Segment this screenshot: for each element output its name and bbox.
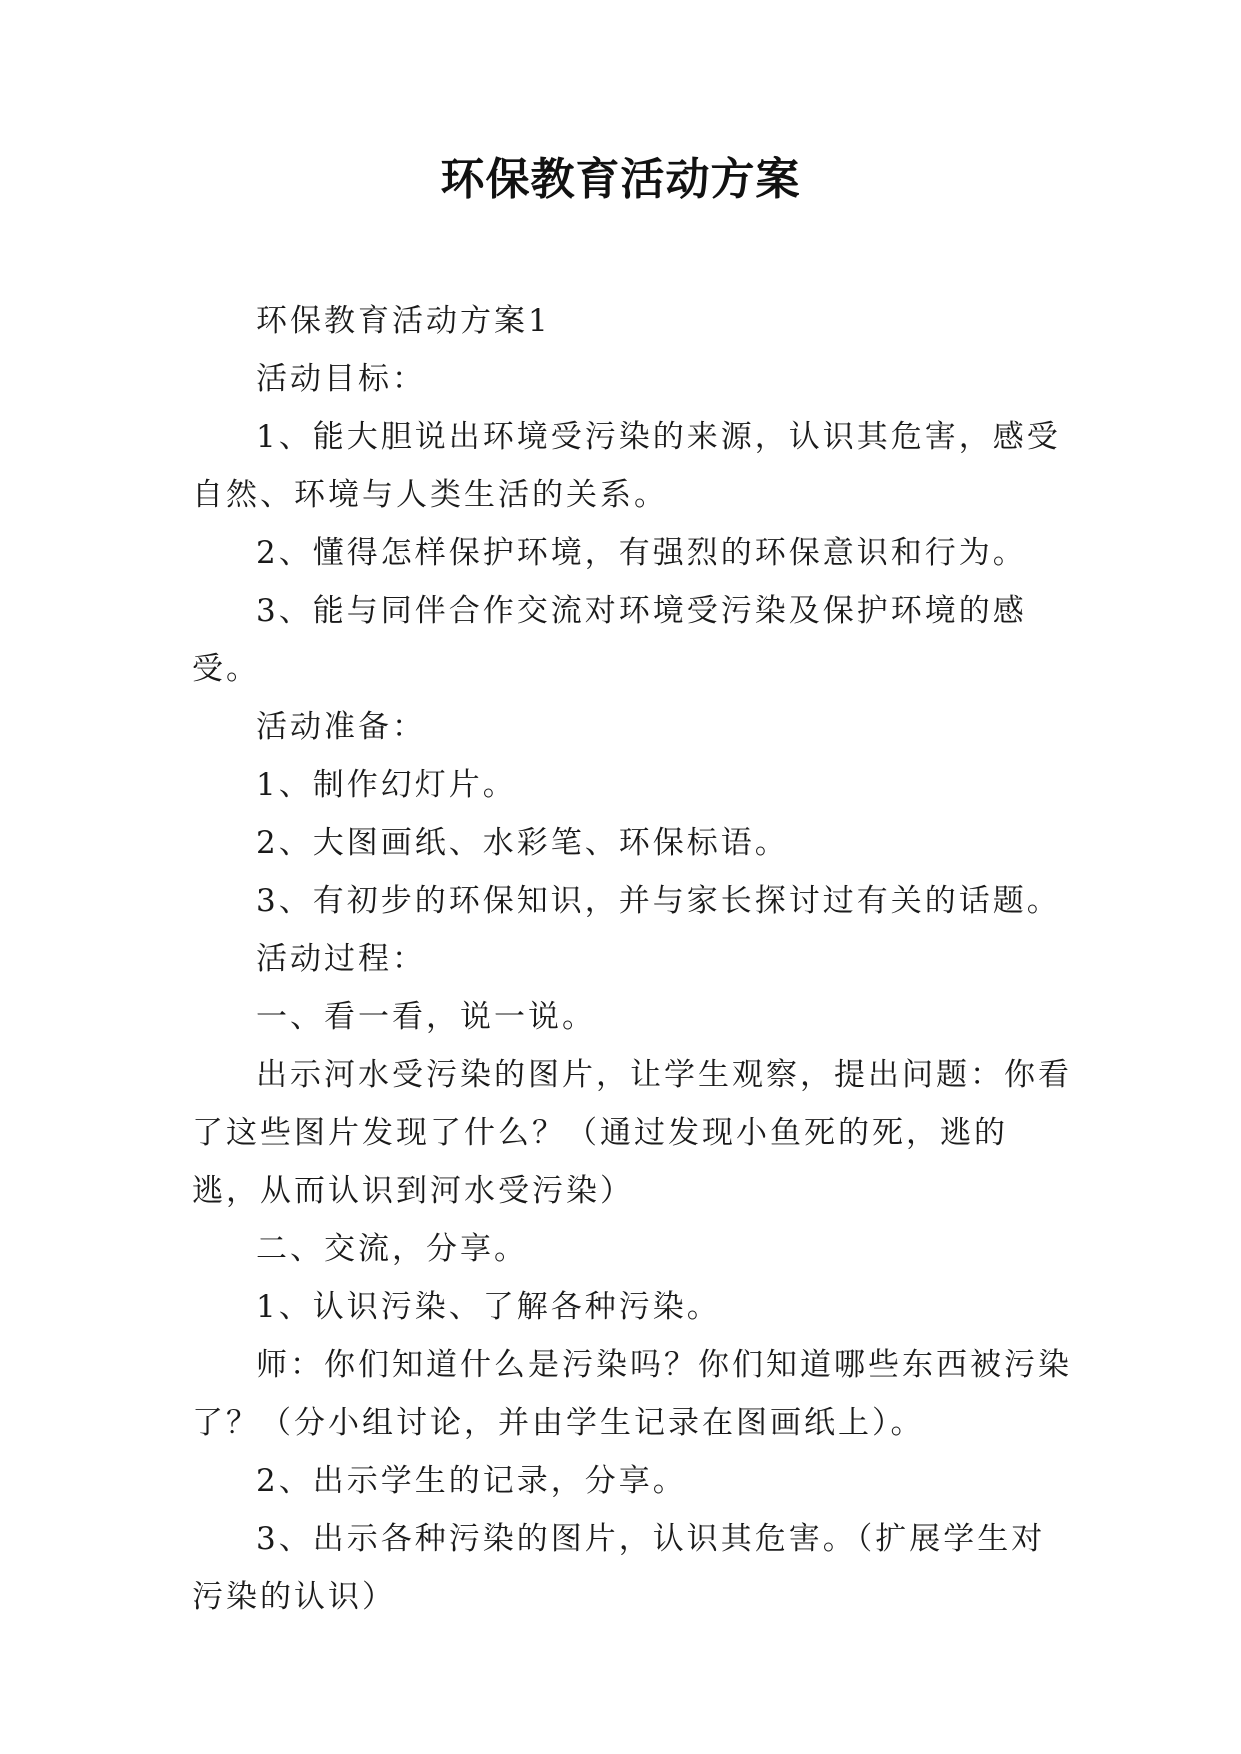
preparation-item: 2、大图画纸、水彩笔、环保标语。 xyxy=(256,825,789,861)
paragraph: 出示河水受污染的图片，让学生观察，提出问题：你看了这些图片发现了什么？（通过发现小鱼死的死，逃的逃，从而认识到河水受污染） xyxy=(192,1057,1072,1209)
document-body xyxy=(192,292,1072,1626)
document-title: 环保教育活动方案 xyxy=(440,154,801,205)
subheading-process: 活动过程： xyxy=(256,941,426,977)
process-item: 3、出示各种污染的图片，认识其危害。（扩展学生对污染的认识） xyxy=(192,1521,1046,1615)
section-heading: 环保教育活动方案1 xyxy=(256,303,551,339)
preparation-item: 3、有初步的环保知识，并与家长探讨过有关的话题。 xyxy=(256,883,1061,919)
process-item: 1、认识污染、了解各种污染。 xyxy=(256,1289,721,1325)
process-step-heading: 二、交流，分享。 xyxy=(256,1231,528,1267)
process-item: 2、出示学生的记录，分享。 xyxy=(256,1463,687,1499)
preparation-item: 1、制作幻灯片。 xyxy=(256,767,517,803)
goal-item: 3、能与同伴合作交流对环境受污染及保护环境的感受。 xyxy=(192,593,1027,687)
goal-item: 1、能大胆说出环境受污染的来源，认识其危害，感受自然、环境与人类生活的关系。 xyxy=(192,419,1061,513)
subheading-goals: 活动目标： xyxy=(256,361,426,397)
process-step-heading: 一、看一看，说一说。 xyxy=(256,999,596,1035)
subheading-preparation: 活动准备： xyxy=(256,709,426,745)
paragraph: 师：你们知道什么是污染吗？你们知道哪些东西被污染了？（分小组讨论，并由学生记录在图画纸上）。 xyxy=(192,1347,1072,1441)
goal-item: 2、懂得怎样保护环境，有强烈的环保意识和行为。 xyxy=(256,535,1027,571)
